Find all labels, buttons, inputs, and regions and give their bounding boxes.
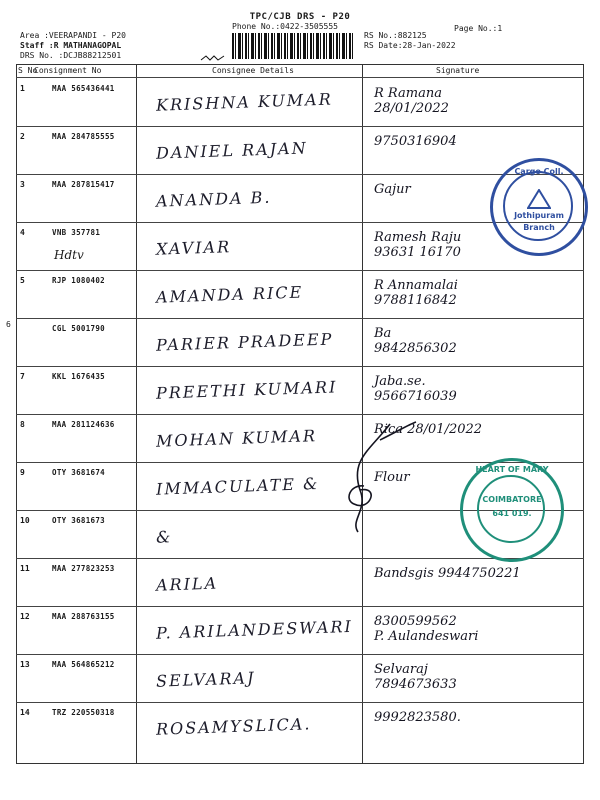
consignment-number: RJP 1080402 <box>52 276 105 285</box>
row-sno: 7 <box>20 372 25 381</box>
row-sno: 14 <box>20 708 30 717</box>
row-sno: 6 <box>6 320 11 329</box>
header-consignment: Consignment No <box>34 66 102 75</box>
consignment-number: MAA 564865212 <box>52 660 115 669</box>
signature: Rica 28/01/2022 <box>374 422 483 437</box>
consignment-number: MAA 277823253 <box>52 564 115 573</box>
signature: 8300599562 P. Aulandeswari <box>374 614 479 644</box>
table-row <box>16 270 584 320</box>
consignee-name: KRISHNA KUMAR <box>155 89 334 115</box>
signature: 9992823580. <box>374 710 461 725</box>
signature: Selvaraj 7894673633 <box>374 662 457 692</box>
stamp-text: Cargo Coll. <box>514 167 564 176</box>
school-stamp <box>460 458 564 562</box>
consignee-name: & <box>155 527 173 547</box>
stamp-text: HEART OF MARY <box>475 465 549 474</box>
consignee-name: IMMACULATE & <box>155 474 320 499</box>
row-sno: 1 <box>20 84 25 93</box>
consignment-number: TRZ 220550318 <box>52 708 115 717</box>
consignment-number: MAA 284785555 <box>52 132 115 141</box>
table-row <box>16 366 584 416</box>
consignment-number: VNB 357781 <box>52 228 101 237</box>
row-sno: 8 <box>20 420 25 429</box>
signature: Ba 9842856302 <box>374 326 457 356</box>
signature: Jaba.se. 9566716039 <box>374 374 457 404</box>
consignment-number: KKL 1676435 <box>52 372 105 381</box>
stamp-text: COIMBATORE <box>482 495 542 504</box>
triangle-logo-icon <box>527 189 551 209</box>
consignee-name: SELVARAJ <box>155 668 256 691</box>
consignee-name: XAVIAR <box>155 237 232 259</box>
consignment-number: OTY 3681673 <box>52 516 105 525</box>
row-sno: 9 <box>20 468 25 477</box>
staff-label: Staff :R MATHANAGOPAL <box>20 41 122 50</box>
page-number: Page No.:1 <box>454 24 503 33</box>
consignee-name: ARILA <box>155 573 219 595</box>
consignee-name: P. ARILANDESWARI <box>155 616 354 643</box>
rs-number: RS No.:882125 <box>364 31 427 40</box>
consignee-name: ROSAMYSLICA. <box>155 714 312 739</box>
header-consignee: Consignee Details <box>212 66 294 75</box>
signature: Flour <box>374 470 410 485</box>
header-signature: Signature <box>436 66 480 75</box>
table-row <box>16 78 584 128</box>
pen-scribble-icon <box>330 420 440 540</box>
drs-number: DRS No. :DCJB88212501 <box>20 51 122 60</box>
consignee-name: MOHAN KUMAR <box>155 426 318 451</box>
consignee-name: DANIEL RAJAN <box>155 138 308 163</box>
row-sno: 13 <box>20 660 30 669</box>
row-sno: 2 <box>20 132 25 141</box>
phone-number: Phone No.:0422-3505555 <box>232 22 338 31</box>
consignment-number: MAA 287815417 <box>52 180 115 189</box>
consignment-number: MAA 288763155 <box>52 612 115 621</box>
signature: Ramesh Raju 93631 16170 <box>374 230 462 260</box>
table-row <box>16 702 584 752</box>
row-sno: 11 <box>20 564 30 573</box>
signature: Bandsgis 9944750221 <box>374 566 521 581</box>
consignment-number: CGL 5001790 <box>52 324 105 333</box>
area-label: Area :VEERAPANDI - P20 <box>20 31 126 40</box>
signature: R Annamalai 9788116842 <box>374 278 458 308</box>
branch-stamp <box>490 158 588 256</box>
signature: R Ramana 28/01/2022 <box>374 86 449 116</box>
table-row <box>16 558 584 608</box>
consignee-name: PREETHI KUMARI <box>155 377 338 403</box>
consignment-number: MAA 565436441 <box>52 84 115 93</box>
rs-date: RS Date:28-Jan-2022 <box>364 41 456 50</box>
consignee-name: ANANDA B. <box>155 187 272 211</box>
table-row <box>16 414 584 464</box>
row-sno: 5 <box>20 276 25 285</box>
consignee-name: AMANDA RICE <box>155 282 304 307</box>
row-sno: 3 <box>20 180 25 189</box>
barcode-mark-icon <box>200 54 226 62</box>
signature: 9750316904 <box>374 134 457 149</box>
table-row <box>16 318 584 368</box>
barcode <box>232 33 354 59</box>
stamp-text: Jothipuram <box>514 211 564 220</box>
row-sno: 10 <box>20 516 30 525</box>
table-row <box>16 606 584 656</box>
row-sno: 12 <box>20 612 30 621</box>
signature: Gajur <box>374 182 411 197</box>
handwritten-mark: Hdtv <box>54 248 84 262</box>
consignment-number: OTY 3681674 <box>52 468 105 477</box>
consignee-name: PARIER PRADEEP <box>155 329 334 355</box>
sheet-title: TPC/CJB DRS - P20 <box>249 12 351 22</box>
stamp-text: Branch <box>523 223 555 232</box>
row-sno: 4 <box>20 228 25 237</box>
stamp-text: 641 019. <box>492 509 532 518</box>
consignment-number: MAA 281124636 <box>52 420 115 429</box>
header-sno: S No <box>18 66 38 75</box>
table-row <box>16 654 584 704</box>
